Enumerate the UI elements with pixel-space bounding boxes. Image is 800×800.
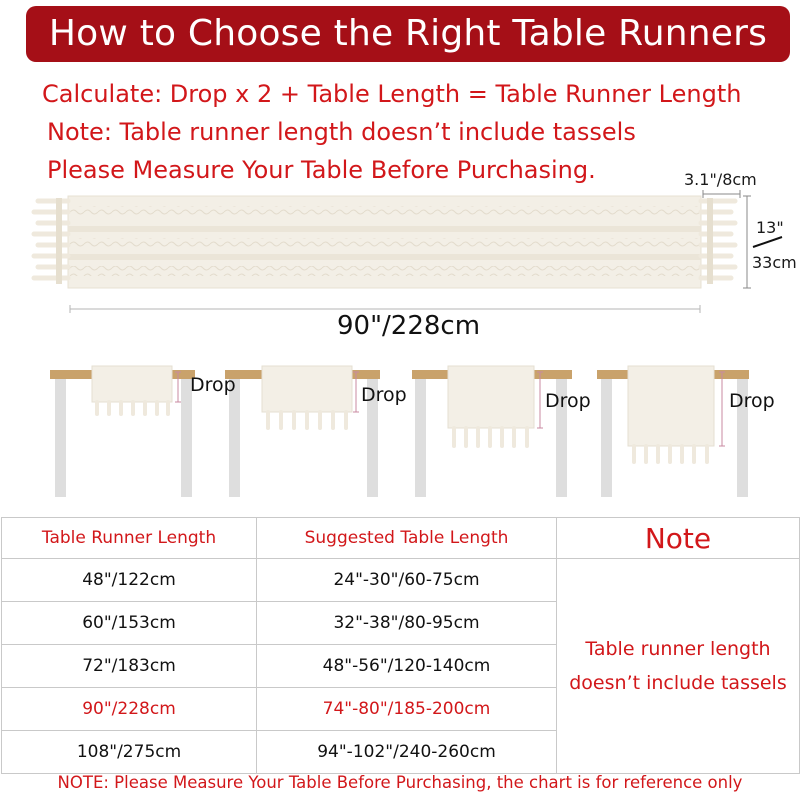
note-cell (557, 559, 800, 774)
left-tassel-knots (56, 198, 62, 284)
footer-note: NOTE: Please Measure Your Table Before Purchasing, the chart is for reference only (57, 773, 743, 792)
runner-band (68, 206, 701, 216)
table-length-cell: 48"-56"/120-140cm (257, 645, 557, 688)
width-inches-label: 13" (756, 218, 784, 237)
measure-line: Please Measure Your Table Before Purchasing. (47, 156, 596, 184)
table-length-cell: 94"-102"/240-260cm (257, 731, 557, 774)
tassel-dimension-line (703, 190, 740, 198)
runner-band (68, 238, 701, 248)
runner-band (68, 226, 701, 232)
table-length-cell: 24"-30"/60-75cm (257, 559, 557, 602)
header-suggested-table-length: Suggested Table Length (257, 518, 557, 559)
drop-scene-2 (225, 366, 380, 497)
drop-label-2: Drop (361, 384, 407, 406)
table-length-cell: 32"-38"/80-95cm (257, 602, 557, 645)
header-note: Note (557, 518, 800, 559)
tassel-length-label: 3.1"/8cm (684, 170, 757, 189)
tassel-note-line: Note: Table runner length doesn’t include tassels (47, 118, 636, 146)
width-dimension-line (743, 196, 751, 288)
table-header-row (2, 518, 800, 559)
table-row (2, 559, 800, 602)
formula-line: Calculate: Drop x 2 + Table Length = Table Runner Length (42, 80, 742, 108)
runner-length-cell: 90"/228cm (2, 688, 257, 731)
runner-length-cell: 60"/153cm (2, 602, 257, 645)
note-line-1: Table runner length (585, 638, 771, 660)
runner-band (68, 266, 701, 276)
size-chart-table (1, 517, 800, 774)
drop-scene-3 (412, 366, 572, 497)
width-cm-label: 33cm (752, 253, 797, 272)
page-title: How to Choose the Right Table Runners (48, 13, 768, 54)
drop-scene-4 (597, 366, 749, 497)
table-length-cell: 74"-80"/185-200cm (257, 688, 557, 731)
runner-length-label: 90"/228cm (337, 311, 481, 341)
runner-length-cell: 48"/122cm (2, 559, 257, 602)
runner-band (68, 254, 701, 260)
drop-scene-1 (50, 366, 195, 497)
right-tassel-knots (707, 198, 713, 284)
drop-label-1: Drop (190, 374, 236, 396)
note-line-2: doesn’t include tassels (569, 672, 787, 694)
right-tassels (701, 201, 735, 278)
left-tassels (34, 201, 68, 278)
drop-label-4: Drop (729, 390, 775, 412)
drop-label-3: Drop (545, 390, 591, 412)
header-runner-length: Table Runner Length (2, 518, 257, 559)
runner-length-cell: 108"/275cm (2, 731, 257, 774)
width-fraction-slash (753, 237, 782, 247)
runner-length-cell: 72"/183cm (2, 645, 257, 688)
